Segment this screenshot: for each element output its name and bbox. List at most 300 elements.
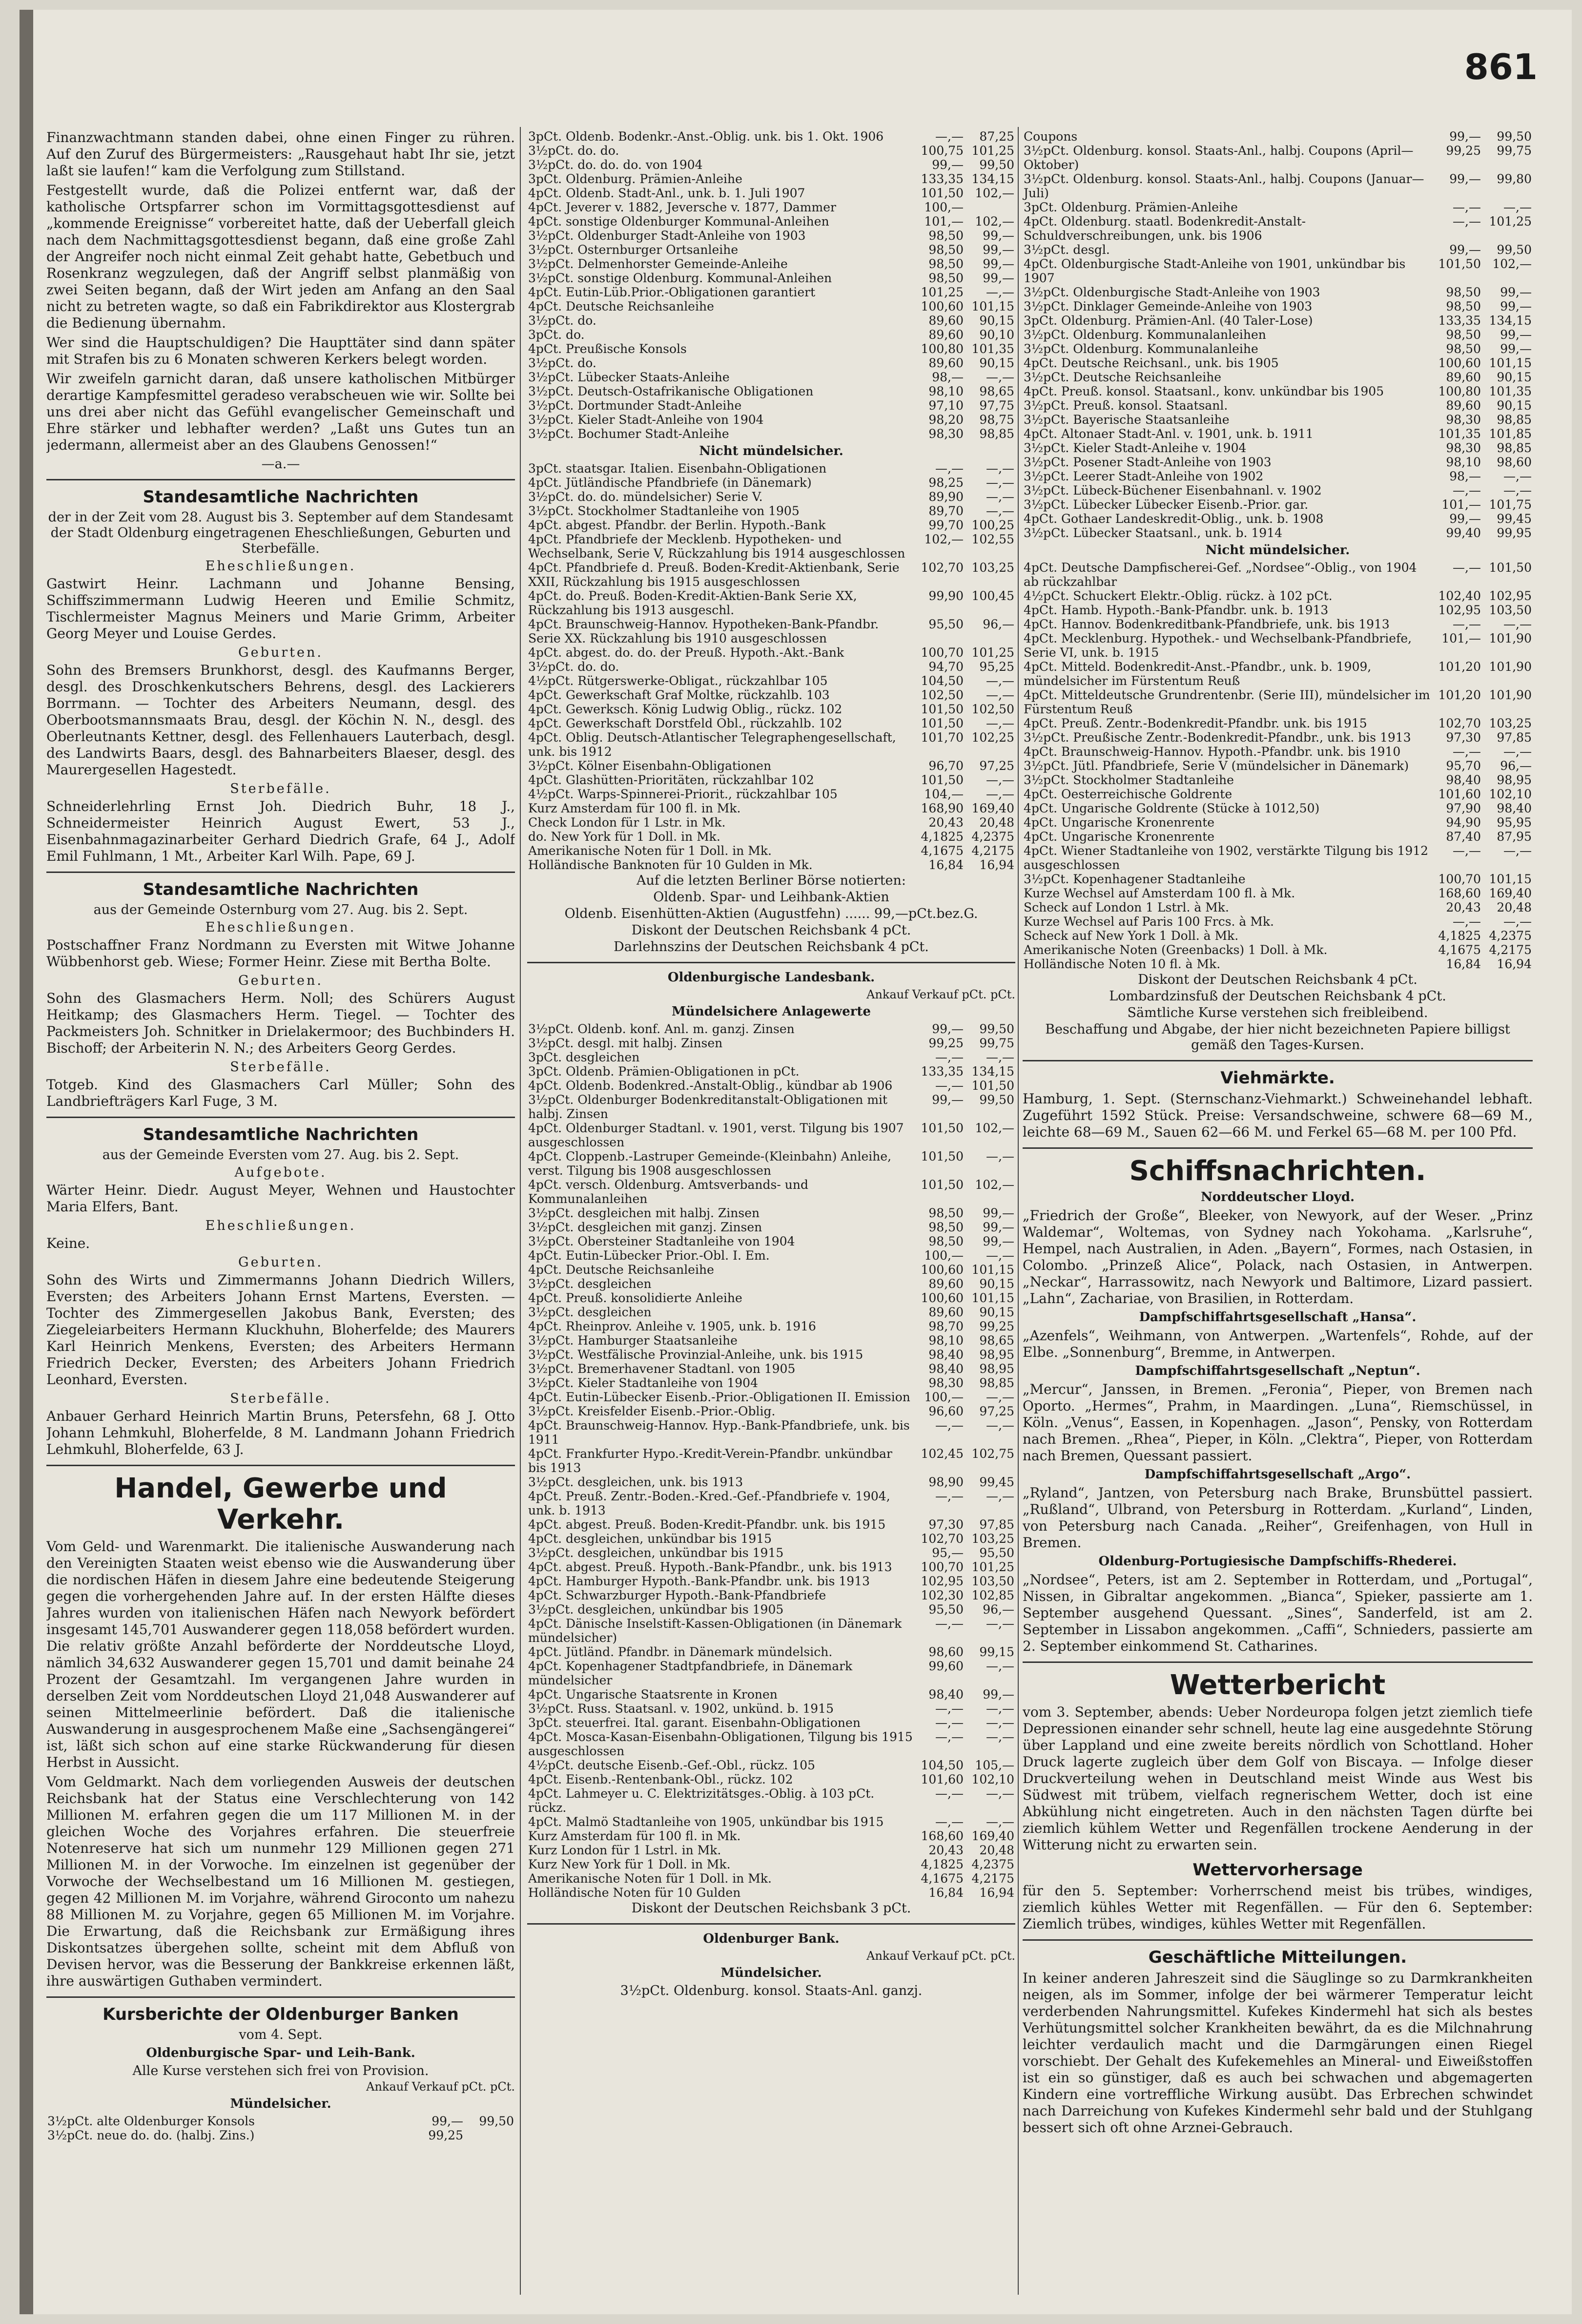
section-heading: Wettervorhersage [1192, 1860, 1363, 1880]
divider [46, 479, 515, 480]
verkauf-value: 101,90 [1489, 688, 1532, 702]
verkauf-value: 102,75 [971, 1447, 1014, 1461]
ankauf-value: 98,30 [928, 1376, 964, 1390]
table-row [527, 398, 1015, 413]
table-row [527, 532, 1015, 560]
verkauf-value: 103,50 [1489, 603, 1532, 617]
ankauf-value: 4,1825 [921, 830, 964, 844]
ankauf-value: 89,60 [928, 356, 964, 370]
ankauf-value: 100,60 [921, 1291, 964, 1305]
company-name: Norddeutscher Lloyd. [1200, 1190, 1355, 1204]
verkauf-value: 101,15 [971, 1263, 1014, 1277]
ankauf-value: 101,50 [921, 1178, 964, 1192]
ankauf-value: —,— [935, 1489, 964, 1503]
ankauf-value: 98,10 [928, 1333, 964, 1348]
table-row [527, 730, 1015, 759]
verkauf-value: 98,65 [979, 384, 1014, 398]
security-name: 3½pCt. Obersteiner Stadtanleihe von 1904 [528, 1234, 795, 1248]
ankauf-value: 98,50 [928, 1234, 964, 1248]
verkauf-value: 103,25 [971, 560, 1014, 575]
security-name: 3½pCt. Oldenburger Stadt-Anleihe von 1903 [528, 228, 806, 243]
security-name: 4pCt. do. Preuß. Boden-Kredit-Aktien-Bank Serie XX, Rückzahlung bis 1913 ausgeschl. [528, 589, 857, 617]
table-row [527, 243, 1015, 257]
verkauf-value: 102,50 [971, 702, 1014, 716]
verkauf-value: 102,— [1492, 257, 1532, 271]
ankauf-value: 101,70 [921, 730, 964, 745]
verkauf-value: —,— [986, 1730, 1014, 1744]
security-name: 3½pCt. neue do. do. (halbj. Zins.) [47, 2128, 255, 2142]
note: Diskont der Deutschen Reichsbank 4 pCt. [631, 923, 911, 938]
security-name: 3pCt. Oldenburg. Prämien-Anleihe [528, 172, 742, 186]
verkauf-value: 98,95 [1497, 773, 1532, 787]
article-paragraph: Hamburg, 1. Sept. (Sternschanz-Viehmarkt.) Schweinehandel lebhaft. Zugeführt 1592 Stück. Preise: Versandschweine, schwere 68—69 M., leichte 68—69 M., Sauen 62—66 M. und Ferkel 65—68 M. per 100 Pfd. [1023, 1091, 1533, 1140]
table-row [527, 490, 1015, 504]
table-row [1023, 914, 1533, 929]
table-row [527, 801, 1015, 815]
verkauf-value: —,— [986, 1815, 1014, 1829]
table-row [527, 413, 1015, 427]
table-row [527, 370, 1015, 384]
security-name: 3½pCt. do. do. [528, 660, 619, 674]
ankauf-value: 98,40 [928, 1362, 964, 1376]
divider [527, 962, 1015, 963]
table-row [1023, 957, 1533, 971]
ankauf-value: 99,25 [428, 2128, 463, 2142]
section-heading-large: Schiffsnachrichten. [1129, 1155, 1426, 1187]
security-name: 3½pCt. desgleichen, unk. bis 1913 [528, 1475, 743, 1489]
table-row [527, 1786, 1015, 1815]
ankauf-value: 96,60 [928, 1404, 964, 1418]
ankauf-value: 98,— [932, 370, 964, 384]
table-row [527, 1871, 1015, 1886]
table-row [1023, 929, 1533, 943]
table-row [527, 1220, 1015, 1234]
security-name: 4pCt. Ungarische Kronenrente [1024, 830, 1215, 844]
security-name: 3½pCt. desgleichen [528, 1277, 652, 1291]
security-name: 4pCt. abgest. Pfandbr. der Berlin. Hypoth.-Bank [528, 518, 826, 532]
ankauf-value: —,— [935, 1050, 964, 1064]
security-name: 3½pCt. Deutsch-Ostafrikanische Obligationen [528, 384, 814, 398]
security-name: 3½pCt. desgleichen mit ganzj. Zinsen [528, 1220, 762, 1234]
verkauf-value: 95,50 [979, 1546, 1014, 1560]
section-heading: Viehmärkte. [1220, 1068, 1335, 1088]
security-name: 4pCt. Schwarzburger Hypoth.-Bank-Pfandbriefe [528, 1588, 826, 1602]
security-name: 4pCt. Altonaer Stadt-Anl. v. 1901, unk. b. 1911 [1024, 427, 1314, 441]
security-name: 3½pCt. Stockholmer Stadtanleihe [1024, 773, 1234, 787]
subheading: Geburten. [238, 645, 323, 660]
security-name: 3½pCt. desgleichen mit halbj. Zinsen [528, 1206, 760, 1220]
security-name: Kurze Wechsel auf Paris 100 Frcs. à Mk. [1024, 914, 1274, 929]
table-row [527, 1886, 1015, 1900]
article-paragraph: Wer sind die Hauptschuldigen? Die Haupttäter sind dann später mit Strafen bis zu 6 Monaten schweren Kerkers belegt worden. [46, 334, 515, 367]
ankauf-value: 96,70 [928, 759, 964, 773]
table-row [46, 2128, 515, 2142]
verkauf-value: —,— [986, 504, 1014, 518]
verkauf-value: 101,25 [971, 1560, 1014, 1574]
table-row [527, 1602, 1015, 1617]
ankauf-value: 89,60 [928, 328, 964, 342]
verkauf-value: 101,15 [971, 299, 1014, 313]
verkauf-value: 134,15 [971, 172, 1014, 186]
table-row [527, 384, 1015, 398]
verkauf-value: 101,35 [1489, 384, 1532, 398]
security-name: 4pCt. versch. Oldenburg. Amtsverbands- und Kommunalanleihen [528, 1178, 808, 1206]
article-paragraph: „Mercur“, Janssen, in Bremen. „Feronia“, Pieper, von Bremen nach Oporto. „Hermes“, Prahm, in Maardingen. „Luna“, Riemschüssel, in Köln. „Venus“, Eassen, in Kopenhagen. „Jason“, Pensky, von Rotterdam nach Bremen. „Rhea“, Pieper, in Köln. „Clektra“, Pieper, von Rotterdam nach Bremen, Quessant passiert. [1023, 1381, 1533, 1464]
divider [1023, 1939, 1533, 1941]
divider [1023, 1147, 1533, 1149]
verkauf-value: —,— [986, 1390, 1014, 1404]
table-row [527, 1489, 1015, 1517]
table-row [527, 158, 1015, 172]
section-heading-large: Handel, Gewerbe und Verkehr. [114, 1473, 447, 1536]
divider [1023, 1661, 1533, 1663]
verkauf-value: 95,25 [979, 660, 1014, 674]
rates-table [46, 2114, 515, 2142]
table-row [527, 560, 1015, 589]
security-name: 4pCt. Eutin-Lüb.Prior.-Obligationen garantiert [528, 285, 816, 299]
table-row [1023, 498, 1533, 512]
article-paragraph: „Friedrich der Große“, Bleeker, von Newyork, auf der Weser. „Prinz Waldemar“, Woltemas, von Sydney nach Yokohama. „Karlsruhe“, Hempel, nach Australien, in Aden. „Bayern“, Formes, nach Ostasien, in Colombo. „Prinzeß Alice“, Polack, nach Ostasien, in Antwerpen. „Neckar“, Harrassowitz, nach Newyork und Baltimore, Lizard passiert. „Lahn“, Zachariae, von Brasilien, in Rotterdam. [1023, 1207, 1533, 1307]
table-row [527, 518, 1015, 532]
table-row [1023, 469, 1533, 483]
verkauf-value: 99,— [983, 228, 1014, 243]
ankauf-value: 101,50 [921, 716, 964, 730]
ankauf-value: —,— [1453, 914, 1481, 929]
security-name: Kurz New York für 1 Doll. in Mk. [528, 1857, 731, 1871]
ankauf-value: 133,35 [1438, 313, 1481, 328]
section-heading: Standesamtliche Nachrichten [143, 487, 419, 507]
security-name: 4pCt. Preußische Konsols [528, 342, 687, 356]
ankauf-value: 4,1825 [921, 1857, 964, 1871]
table-row [1023, 313, 1533, 328]
ankauf-value: 102,50 [921, 688, 964, 702]
table-row [1023, 815, 1533, 830]
security-name: 4pCt. Kopenhagener Stadtpfandbriefe, in Dänemark mündelsicher [528, 1659, 853, 1687]
security-name: 4pCt. sonstige Oldenburger Kommunal-Anleihen [528, 214, 829, 228]
security-name: 3½pCt. do. do. mündelsicher) Serie V. [528, 490, 763, 504]
security-name: Scheck auf New York 1 Doll. à Mk. [1024, 929, 1239, 943]
ankauf-value: 98,20 [928, 413, 964, 427]
security-name: 3½pCt. desgl. [1024, 243, 1110, 257]
verkauf-value: 102,— [975, 186, 1014, 200]
verkauf-value: 96,— [983, 617, 1014, 631]
security-name: 3½pCt. Stockholmer Stadtanleihe von 1905 [528, 504, 800, 518]
ankauf-value: 102,95 [1438, 603, 1481, 617]
ankauf-value: —,— [1453, 214, 1481, 228]
ankauf-value: 99,25 [1446, 144, 1481, 158]
security-name: 4pCt. Gothaer Landeskredit-Oblig., unk. b. 1908 [1024, 512, 1324, 526]
table-row [527, 1022, 1015, 1036]
article-paragraph: Vom Geldmarkt. Nach dem vorliegenden Ausweis der deutschen Reichsbank hat der Status eine Verschlechterung von 142 Millionen M. erfahren gegen die um 117 Millionen M. in der gleichen Woche des Vorjahres erfahren. Die steuerfreie Notenreserve hat sich um nunmehr 129 Millionen gegen 271 Millionen M. in der Vorwoche. Im einzelnen ist gegenüber der Vorwoche der Wechselbestand um 16 Millionen M. gestiegen, gegen 42 Millionen M. im Vorjahre, während Giroconto um nahezu 88 Millionen M. zu Vorjahre, gegen 65 Millionen M. im Vorjahre. Die Erwartung, daß die Reichsbank zur Ermäßigung ihres Diskontsatzes übergehen sollte, scheint mit dem Abfluß von Devisen hervor, was die Besserung der Bankkreise erkennen läßt, ihre auswärtigen Guthaben vermindert. [46, 1774, 515, 1989]
table-header: Ankauf Verkauf pCt. pCt. [366, 2080, 515, 2094]
verkauf-value: 16,94 [979, 858, 1014, 872]
verkauf-value: 98,85 [979, 1376, 1014, 1390]
security-name: 4pCt. Gewerkschaft Dorstfeld Obl., rückzahlb. 102 [528, 716, 842, 730]
ankauf-value: 16,84 [928, 1886, 964, 1900]
subheading: Geburten. [238, 1255, 323, 1270]
table-row [1023, 441, 1533, 455]
verkauf-value: 87,25 [979, 129, 1014, 144]
ankauf-value: 102,— [924, 532, 964, 546]
note: Darlehnszins der Deutschen Reichsbank 4 pCt. [614, 939, 929, 954]
table-row [527, 228, 1015, 243]
table-row [527, 1546, 1015, 1560]
ankauf-value: 98,50 [1446, 285, 1481, 299]
table-row [527, 1560, 1015, 1574]
ankauf-value: —,— [1453, 483, 1481, 498]
ankauf-value: 98,40 [928, 1687, 964, 1702]
verkauf-value: —,— [1503, 483, 1532, 498]
verkauf-value: 90,15 [979, 1277, 1014, 1291]
ankauf-value: 16,84 [1446, 957, 1481, 971]
ankauf-value: 98,30 [1446, 413, 1481, 427]
verkauf-value: 99,50 [1497, 243, 1532, 257]
security-name: 3½pCt. Bochumer Stadt-Anleihe [528, 427, 729, 441]
ankauf-value: —,— [935, 1716, 964, 1730]
table-row [1023, 214, 1533, 243]
table-row [1023, 129, 1533, 144]
verkauf-value: 102,85 [971, 1588, 1014, 1602]
table-row [527, 1277, 1015, 1291]
verkauf-value: 99,— [983, 1687, 1014, 1702]
security-name: 4pCt. abgest. Preuß. Boden-Kredit-Pfandbr. unk. bis 1915 [528, 1517, 886, 1532]
verkauf-value: 99,— [983, 1234, 1014, 1248]
ankauf-value: —,— [1453, 560, 1481, 575]
verkauf-value: 98,95 [979, 1348, 1014, 1362]
verkauf-value: —,— [986, 461, 1014, 476]
verkauf-value: 101,15 [1489, 356, 1532, 370]
verkauf-value: —,— [986, 1050, 1014, 1064]
verkauf-value: —,— [986, 773, 1014, 787]
note: Auf die letzten Berliner Börse notierten: [636, 873, 906, 888]
verkauf-value: 20,48 [979, 815, 1014, 830]
table-row [1023, 872, 1533, 886]
ankauf-value: 168,60 [1438, 886, 1481, 900]
verkauf-value: —,— [986, 1489, 1014, 1503]
table-row [1023, 243, 1533, 257]
verkauf-value: 103,25 [971, 1532, 1014, 1546]
table-row [527, 1659, 1015, 1687]
table-row [527, 1475, 1015, 1489]
ankauf-value: 101,50 [921, 1121, 964, 1135]
ankauf-value: —,— [935, 1079, 964, 1093]
security-name: 3½pCt. Oldenburg. Kommunalanleihen [1024, 328, 1266, 342]
security-name: 4pCt. Cloppenb.-Lastruper Gemeinde-(Kleinbahn) Anleihe, verst. Tilgung bis 1908 ausgeschlossen [528, 1149, 892, 1178]
table-row [1023, 384, 1533, 398]
ankauf-value: 97,30 [928, 1517, 964, 1532]
table-row [1023, 801, 1533, 815]
table-section: Mündelsicher. [230, 2096, 331, 2111]
ankauf-value: 98,50 [928, 228, 964, 243]
verkauf-value: 99,— [983, 271, 1014, 285]
verkauf-value: —,— [986, 1659, 1014, 1673]
verkauf-value: —,— [986, 1786, 1014, 1801]
ankauf-value: 20,43 [1446, 900, 1481, 914]
table-row [1023, 773, 1533, 787]
table-row [527, 427, 1015, 441]
table-row [527, 1291, 1015, 1305]
ankauf-value: 104,50 [921, 674, 964, 688]
table-row [527, 1532, 1015, 1546]
verkauf-value: 4,2175 [1489, 943, 1532, 957]
ankauf-value: 89,60 [928, 313, 964, 328]
scan-edge [20, 10, 33, 2314]
security-name: 4pCt. Preuß. Zentr.-Bodenkredit-Pfandbr. unk. bis 1915 [1024, 716, 1367, 730]
divider [527, 1923, 1015, 1925]
verkauf-value: 101,85 [1489, 427, 1532, 441]
security-name: 3½pCt. Hamburger Staatsanleihe [528, 1333, 738, 1348]
record-text: Anbauer Gerhard Heinrich Martin Bruns, Petersfehn, 68 J. Otto Johann Lehmkuhl, Bloherfelde, 8 M. Landmann Johann Friedrich Lehmkuhl, Bloherfelde, 63 J. [46, 1408, 515, 1457]
table-row [527, 858, 1015, 872]
ankauf-value: 98,50 [1446, 328, 1481, 342]
table-row [527, 589, 1015, 617]
ankauf-value: 95,50 [928, 617, 964, 631]
security-name: 3½pCt. Russ. Staatsanl. v. 1902, unkünd. b. 1915 [528, 1702, 834, 1716]
verkauf-value [965, 200, 1015, 214]
security-name: 4pCt. desgleichen, unkündbar bis 1915 [528, 1532, 772, 1546]
divider [1023, 1060, 1533, 1061]
company-name: Dampfschiffahrtsgesellschaft „Hansa“. [1139, 1310, 1417, 1325]
ankauf-value: 99,40 [1446, 526, 1481, 540]
section-subheading: aus der Gemeinde Eversten vom 27. Aug. bis 2. Sept. [102, 1147, 459, 1162]
security-name: 3½pCt. Jütl. Pfandbriefe, Serie V (mündelsicher in Dänemark) [1024, 759, 1409, 773]
security-name: Kurz London für 1 Lstrl. in Mk. [528, 1843, 721, 1857]
table-row [527, 1687, 1015, 1702]
security-name: 4pCt. Ungarische Kronenrente [1024, 815, 1215, 830]
verkauf-value: 101,25 [971, 645, 1014, 660]
security-name: 4pCt. Hannov. Bodenkreditbank-Pfandbriefe, unk. bis 1913 [1024, 617, 1390, 631]
verkauf-value: 90,15 [979, 356, 1014, 370]
bank-name: Oldenburgische Landesbank. [667, 970, 875, 985]
ankauf-value: 101,25 [921, 285, 964, 299]
ankauf-value: 98,30 [928, 427, 964, 441]
security-name: 4pCt. Jeverer v. 1882, Jeversche v. 1877, Dammer [528, 200, 836, 214]
table-row [1023, 716, 1533, 730]
subheading: Sterbefälle. [230, 781, 331, 796]
verkauf-value: 98,40 [1497, 801, 1532, 815]
ankauf-value: 100,70 [921, 1560, 964, 1574]
ankauf-value: 100,— [924, 1390, 964, 1404]
ankauf-value: 89,60 [1446, 398, 1481, 413]
ankauf-value: 89,90 [928, 490, 964, 504]
article-paragraph: „Nordsee“, Peters, ist am 2. September in Rotterdam, und „Portugal“, Nissen, in Gibraltar angekommen. „Bianca“, Spieker, passierte am 1. September ausgehend Quessant. „Sines“, Sanderfeld, ist am 2. September in Lissabon angekommen. „Caffi“, Schnieders, passierte am 2. September einkommend St. Catharines. [1023, 1572, 1533, 1654]
table-row [527, 1248, 1015, 1263]
ankauf-value: 101,50 [921, 773, 964, 787]
verkauf-value: —,— [1503, 914, 1532, 929]
verkauf-value: 169,40 [1489, 886, 1532, 900]
note: Oldenb. Spar- und Leihbank-Aktien [653, 890, 889, 905]
security-name: 4½pCt. Warps-Spinnerei-Priorit., rückzahlbar 105 [528, 787, 838, 801]
note: Diskont der Deutschen Reichsbank 4 pCt. [1138, 972, 1418, 987]
security-name: 4pCt. Ungarische Staatsrente in Kronen [528, 1687, 778, 1702]
ankauf-value: 101,50 [921, 186, 964, 200]
ankauf-value: 100,80 [921, 342, 964, 356]
ankauf-value: 101,— [924, 214, 964, 228]
record-text: Sohn des Bremsers Brunkhorst, desgl. des Kaufmanns Berger, desgl. des Droschkenkutschers Behrens, desgl. des Lackierers Borrmann. — Tochter des Arbeiters Neumann, desgl. des Oberbootsmannsmaats Brau, desgl. der Köchin N. N., desgl. des Oberleutnants Kettner, desgl. des Fellenhauers Lauterbach, desgl. des Landwirts Baars, desgl. des Bahnarbeiters Blaeser, desgl. des Maurergesellen Hagestedt. [46, 662, 515, 778]
verkauf-value: —,— [986, 674, 1014, 688]
security-name: 4pCt. Oblig. Deutsch-Atlantischer Telegraphengesellschaft, unk. bis 1912 [528, 730, 896, 759]
table-row [527, 476, 1015, 490]
rates-table [527, 129, 1015, 441]
table-row [527, 214, 1015, 228]
security-name: 4pCt. Gewerkschaft Graf Moltke, rückzahlb. 103 [528, 688, 830, 702]
verkauf-value: 99,— [1500, 285, 1532, 299]
ankauf-value: 97,10 [928, 398, 964, 413]
rates-table [527, 1022, 1015, 1390]
security-name: 3½pCt. desgleichen [528, 1305, 652, 1319]
table-row [1023, 688, 1533, 716]
verkauf-value: 101,15 [971, 1291, 1014, 1305]
ankauf-value: 4,1675 [1438, 943, 1481, 957]
verkauf-value: 102,55 [971, 532, 1014, 546]
verkauf-value: 98,85 [979, 427, 1014, 441]
article-paragraph: Vom Geld- und Warenmarkt. Die italienische Auswanderung nach den Vereinigten Staaten weist ebenso wie die Auswanderung über die nordischen Häfen in diesem Jahre eine bedeutende Steigerung gegen die vorhergehenden Jahre auf. In der ersten Hälfte dieses Jahres wurden von italienischen Häfen nach Newyork befördert insgesamt 145,701 Auswanderer gegen 118,058 befördert wurden. Die relativ größte Anzahl beförderte der Norddeutsche Lloyd, nämlich 34,632 Auswanderer gegen 15,701 und damit beinahe 24 Prozent der Gesamtzahl. Im vergangenen Jahre wurden in derselben Zeit vom Norddeutschen Lloyd 21,048 Auswanderer auf seinen Mittelmeerlinie befördert. Daß die italienische Auswanderung in ausgesprochenem Maße eine „Sachsengängerei“ ist, läßt sich schon auf eine starke Rückwanderung für diesen Herbst in Aussicht. [46, 1538, 515, 1770]
note: Sämtliche Kurse verstehen sich freibleibend. [1127, 1005, 1428, 1020]
table-row [1023, 356, 1533, 370]
verkauf-value: 102,25 [971, 730, 1014, 745]
security-name: 3½pCt. Kieler Stadt-Anleihe von 1904 [528, 413, 764, 427]
table-row [1023, 398, 1533, 413]
security-name: 3½pCt. desgleichen, unkündbar bis 1915 [528, 1546, 784, 1560]
verkauf-value: 90,10 [979, 328, 1014, 342]
security-name: 3½pCt. do. [528, 356, 596, 370]
verkauf-value: 16,94 [979, 1886, 1014, 1900]
security-name: 4pCt. Mosca-Kasan-Eisenbahn-Obligationen, Tilgung bis 1915 ausgeschlossen [528, 1730, 913, 1758]
subheading: Sterbefälle. [230, 1391, 331, 1406]
table-row [1023, 787, 1533, 801]
ankauf-value: 99,— [932, 1022, 964, 1036]
security-name: 4pCt. Oldenburger Stadtanl. v. 1901, verst. Tilgung bis 1907 ausgeschlossen [528, 1121, 904, 1149]
section-subheading: der in der Zeit vom 28. August bis 3. September auf dem Standesamt der Stadt Oldenburg eingetragenen Eheschließungen, Geburten und Sterbefälle. [48, 510, 514, 556]
verkauf-value: 169,40 [971, 801, 1014, 815]
verkauf-value: 101,15 [1489, 872, 1532, 886]
ankauf-value: 99,— [431, 2114, 463, 2128]
column-2 [527, 129, 1015, 2000]
security-name: 4pCt. Deutsche Reichsanl., unk. bis 1905 [1024, 356, 1279, 370]
ankauf-value: 100,60 [1438, 356, 1481, 370]
security-name: 4pCt. Hamb. Hypoth.-Bank-Pfandbr. unk. b. 1913 [1024, 603, 1329, 617]
table-row [527, 285, 1015, 299]
security-name: 4pCt. Braunschweig-Hannov. Hyp.-Bank-Pfandbriefe, unk. bis 1911 [528, 1418, 910, 1447]
ankauf-value: 102,45 [921, 1447, 964, 1461]
ankauf-value: 100,— [924, 200, 964, 214]
security-name: 4pCt. Mitteldeutsche Grundrentenbr. (Serie III), mündelsicher im Fürstentum Reuß [1024, 688, 1430, 716]
security-name: 3½pCt. Kieler Stadt-Anleihe v. 1904 [1024, 441, 1247, 455]
ankauf-value: 133,35 [921, 172, 964, 186]
security-name: 4pCt. Preuß. konsolidierte Anleihe [528, 1291, 742, 1305]
table-row [1023, 512, 1533, 526]
verkauf-value: 90,15 [1497, 370, 1532, 384]
table-row [527, 1305, 1015, 1319]
table-row [1023, 342, 1533, 356]
subheading: Eheschließungen. [205, 559, 356, 574]
security-name: 3pCt. do. [528, 328, 585, 342]
rates-table [1023, 129, 1533, 540]
table-section: Nicht mündelsicher. [1205, 543, 1350, 558]
security-name: Check London für 1 Lstr. in Mk. [528, 815, 726, 830]
verkauf-value: 90,15 [1497, 398, 1532, 413]
newspaper-page [20, 10, 1572, 2314]
security-name: 4pCt. Preuß. konsol. Staatsanl., konv. unkündbar bis 1905 [1024, 384, 1384, 398]
security-name: Kurze Wechsel auf Amsterdam 100 fl. à Mk. [1024, 886, 1295, 900]
table-row [527, 129, 1015, 144]
security-name: 4pCt. Oldenburg. staatl. Bodenkredit-Anstalt-Schuldverschreibungen, unk. bis 1906 [1024, 214, 1306, 243]
security-name: Holländische Noten 10 fl. à Mk. [1024, 957, 1221, 971]
security-name: 3½pCt. desgl. mit halbj. Zinsen [528, 1036, 723, 1050]
subheading: Eheschließungen. [205, 1218, 356, 1233]
article-paragraph: „Ryland“, Jantzen, von Petersburg nach Brake, Brunsbüttel passiert. „Rußland“, Ulbrand, von Petersburg in Rotterdam. „Kurland“, Linden, von Petersburg nach Canada. „Reiher“, Greifenhagen, von Hull in Bremen. [1023, 1485, 1533, 1551]
ankauf-value: 98,40 [928, 1348, 964, 1362]
